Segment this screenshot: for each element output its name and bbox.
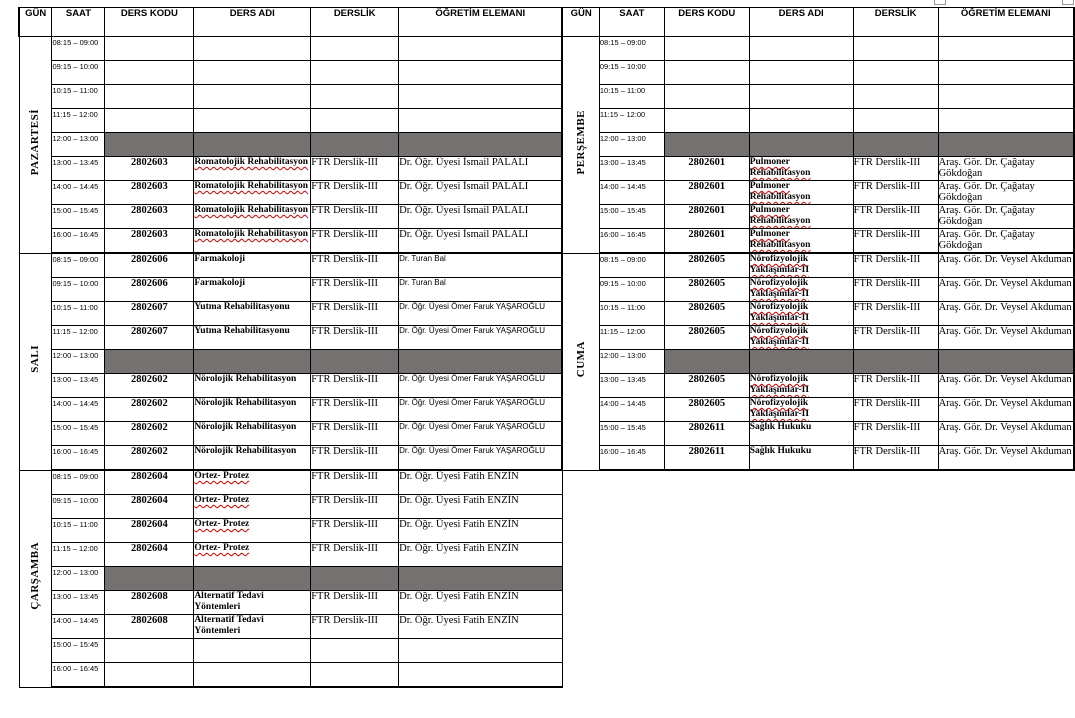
course-code <box>105 109 194 133</box>
schedule-row <box>19 61 1074 85</box>
day-name: CUMA <box>575 340 588 378</box>
schedule-row <box>19 109 1074 133</box>
course-code <box>664 85 749 109</box>
lunch-break-cell <box>105 567 194 591</box>
time-slot: 16:00 – 16:45 <box>52 229 105 254</box>
course-code <box>105 85 194 109</box>
time-slot: 14:00 – 14:45 <box>52 398 105 422</box>
day-name: PERŞEMBE <box>575 109 588 175</box>
course-name: Nörolojik Rehabilitasyon <box>194 446 311 471</box>
instructor: Dr. Öğr. Üyesi Fatih ENZİN <box>399 591 563 615</box>
classroom: FTR Derslik-III <box>853 205 938 229</box>
course-code: 2802601 <box>664 205 749 229</box>
course-code: 2802611 <box>664 446 749 471</box>
schedule-row <box>19 37 1074 61</box>
header-time: SAAT <box>599 8 664 37</box>
instructor: Dr. Turan Bal <box>399 253 563 278</box>
time-slot: 09:15 – 10:00 <box>52 61 105 85</box>
time-slot: 08:15 – 09:00 <box>52 37 105 61</box>
classroom: FTR Derslik-III <box>311 229 399 254</box>
course-name: Nörofizyolojik Yaklaşımlar-II <box>749 302 853 326</box>
course-name: Pulmoner Rehabilitasyon <box>749 229 853 254</box>
classroom <box>853 85 938 109</box>
instructor: Dr. Öğr. Üyesi İsmail PALALI <box>399 229 563 254</box>
classroom: FTR Derslik-III <box>311 253 399 278</box>
course-name: Pulmoner Rehabilitasyon <box>749 157 853 181</box>
schedule-row <box>19 278 1074 302</box>
header-course: DERS ADI <box>194 8 311 37</box>
lunch-break-cell <box>664 133 749 157</box>
instructor: Dr. Öğr. Üyesi Fatih ENZİN <box>399 519 563 543</box>
classroom: FTR Derslik-III <box>311 157 399 181</box>
page-corner-mark <box>1062 0 1074 5</box>
classroom: FTR Derslik-III <box>311 205 399 229</box>
header-time: SAAT <box>52 8 105 37</box>
course-code: 2802603 <box>105 205 194 229</box>
instructor <box>938 61 1074 85</box>
lunch-break-cell <box>105 350 194 374</box>
time-slot: 11:15 – 12:00 <box>599 109 664 133</box>
instructor <box>399 37 563 61</box>
classroom <box>853 109 938 133</box>
course-code: 2802604 <box>105 470 194 495</box>
course-name: Farmakoloji <box>194 278 311 302</box>
instructor: Araş. Gör. Dr. Veysel Akduman <box>938 326 1074 350</box>
time-slot: 16:00 – 16:45 <box>599 446 664 471</box>
header-room: DERSLİK <box>311 8 399 37</box>
course-code: 2802607 <box>105 302 194 326</box>
instructor: Dr. Öğr. Üyesi Ömer Faruk YAŞAROĞLU <box>399 302 563 326</box>
classroom: FTR Derslik-III <box>311 181 399 205</box>
classroom: FTR Derslik-III <box>853 398 938 422</box>
course-name: Nörofizyolojik Yaklaşımlar-II <box>749 326 853 350</box>
instructor: Araş. Gör. Dr. Çağatay Gökdoğan <box>938 205 1074 229</box>
schedule-row <box>19 326 1074 350</box>
time-slot: 14:00 – 14:45 <box>52 615 105 639</box>
instructor: Dr. Öğr. Üyesi Fatih ENZİN <box>399 615 563 639</box>
instructor: Araş. Gör. Dr. Çağatay Gökdoğan <box>938 229 1074 254</box>
day-label-cell <box>562 253 599 470</box>
classroom: FTR Derslik-III <box>311 495 399 519</box>
course-code: 2802604 <box>105 543 194 567</box>
schedule-row <box>19 205 1074 229</box>
course-name: Pulmoner Rehabilitasyon <box>749 181 853 205</box>
schedule-row <box>19 398 1074 422</box>
day-label-cell <box>19 470 52 687</box>
course-name: Alternatif Tedavi Yöntemleri <box>194 615 311 639</box>
weekly-schedule-table <box>18 7 1075 688</box>
classroom: FTR Derslik-III <box>311 422 399 446</box>
course-code: 2802602 <box>105 374 194 398</box>
schedule-row <box>19 302 1074 326</box>
course-name <box>749 109 853 133</box>
instructor <box>399 663 563 688</box>
course-name <box>194 37 311 61</box>
instructor <box>399 639 563 663</box>
course-name: Nörolojik Rehabilitasyon <box>194 422 311 446</box>
classroom: FTR Derslik-III <box>853 229 938 254</box>
instructor: Araş. Gör. Dr. Veysel Akduman <box>938 422 1074 446</box>
schedule-row <box>19 253 1074 278</box>
header-course: DERS ADI <box>749 8 853 37</box>
time-slot: 11:15 – 12:00 <box>52 326 105 350</box>
course-name: Nörofizyolojik Yaklaşımlar-II <box>749 253 853 278</box>
course-name: Yutma Rehabilitasyonu <box>194 302 311 326</box>
classroom: FTR Derslik-III <box>311 326 399 350</box>
time-slot: 15:00 – 15:45 <box>52 639 105 663</box>
time-slot: 11:15 – 12:00 <box>599 326 664 350</box>
time-slot: 15:00 – 15:45 <box>52 422 105 446</box>
time-slot: 08:15 – 09:00 <box>52 253 105 278</box>
course-code: 2802604 <box>105 519 194 543</box>
classroom <box>311 85 399 109</box>
classroom <box>311 639 399 663</box>
classroom: FTR Derslik-III <box>311 519 399 543</box>
schedule-row <box>19 157 1074 181</box>
instructor: Araş. Gör. Dr. Veysel Akduman <box>938 278 1074 302</box>
classroom <box>311 37 399 61</box>
lunch-break-cell <box>853 350 938 374</box>
course-code: 2802603 <box>105 181 194 205</box>
instructor: Dr. Öğr. Üyesi Ömer Faruk YAŞAROĞLU <box>399 446 563 471</box>
course-code <box>105 37 194 61</box>
header-day: GÜN <box>562 8 599 37</box>
schedule-row <box>19 181 1074 205</box>
course-code: 2802602 <box>105 398 194 422</box>
course-code: 2802605 <box>664 253 749 278</box>
time-slot: 12:00 – 13:00 <box>599 133 664 157</box>
course-code: 2802602 <box>105 422 194 446</box>
course-code: 2802611 <box>664 422 749 446</box>
time-slot: 13:00 – 13:45 <box>599 374 664 398</box>
time-slot: 16:00 – 16:45 <box>52 663 105 688</box>
course-name: Pulmoner Rehabilitasyon <box>749 205 853 229</box>
course-name: Romatolojik Rehabilitasyon <box>194 181 311 205</box>
lunch-break-cell <box>399 133 563 157</box>
day-label-cell <box>19 37 52 254</box>
course-code: 2802608 <box>105 591 194 615</box>
classroom: FTR Derslik-III <box>311 398 399 422</box>
classroom: FTR Derslik-III <box>311 446 399 471</box>
time-slot: 12:00 – 13:00 <box>52 350 105 374</box>
instructor: Dr. Öğr. Üyesi Fatih ENZİN <box>399 470 563 495</box>
instructor: Dr. Öğr. Üyesi İsmail PALALI <box>399 205 563 229</box>
course-name: Ortez- Protez <box>194 470 311 495</box>
classroom: FTR Derslik-III <box>853 181 938 205</box>
course-code: 2802605 <box>664 326 749 350</box>
time-slot: 12:00 – 13:00 <box>599 350 664 374</box>
course-name <box>194 85 311 109</box>
instructor: Dr. Öğr. Üyesi Fatih ENZİN <box>399 495 563 519</box>
instructor: Araş. Gör. Dr. Çağatay Gökdoğan <box>938 157 1074 181</box>
course-code: 2802604 <box>105 495 194 519</box>
course-code: 2802603 <box>105 157 194 181</box>
time-slot: 13:00 – 13:45 <box>52 591 105 615</box>
lunch-break-cell <box>938 133 1074 157</box>
time-slot: 08:15 – 09:00 <box>599 253 664 278</box>
instructor: Araş. Gör. Dr. Veysel Akduman <box>938 253 1074 278</box>
instructor <box>399 109 563 133</box>
course-name <box>749 37 853 61</box>
classroom: FTR Derslik-III <box>853 253 938 278</box>
lunch-break-cell <box>749 133 853 157</box>
instructor: Dr. Öğr. Üyesi İsmail PALALI <box>399 181 563 205</box>
classroom: FTR Derslik-III <box>311 543 399 567</box>
header-row <box>19 8 1074 37</box>
classroom: FTR Derslik-III <box>853 326 938 350</box>
instructor: Araş. Gör. Dr. Veysel Akduman <box>938 398 1074 422</box>
schedule-row <box>19 446 1074 471</box>
course-code: 2802601 <box>664 181 749 205</box>
schedule-wrapper <box>18 7 1075 688</box>
course-code: 2802603 <box>105 229 194 254</box>
course-code: 2802605 <box>664 302 749 326</box>
schedule-row <box>19 422 1074 446</box>
course-code <box>105 639 194 663</box>
time-slot: 15:00 – 15:45 <box>599 205 664 229</box>
classroom: FTR Derslik-III <box>853 302 938 326</box>
time-slot: 15:00 – 15:45 <box>599 422 664 446</box>
classroom <box>853 61 938 85</box>
course-name <box>194 109 311 133</box>
lunch-break-cell <box>194 133 311 157</box>
course-code: 2802605 <box>664 374 749 398</box>
course-name: Sağlık Hukuku <box>749 446 853 471</box>
lunch-break-cell <box>664 350 749 374</box>
schedule-row <box>19 350 1074 374</box>
time-slot: 13:00 – 13:45 <box>599 157 664 181</box>
page-corner-mark <box>934 0 946 5</box>
classroom: FTR Derslik-III <box>853 446 938 471</box>
day-label-cell <box>562 37 599 254</box>
classroom: FTR Derslik-III <box>311 374 399 398</box>
day-name: ÇARŞAMBA <box>29 542 42 610</box>
time-slot: 10:15 – 11:00 <box>599 302 664 326</box>
schedule-row <box>19 470 1074 495</box>
lunch-break-cell <box>311 133 399 157</box>
time-slot: 14:00 – 14:45 <box>52 181 105 205</box>
classroom <box>853 37 938 61</box>
time-slot: 14:00 – 14:45 <box>599 181 664 205</box>
course-code: 2802602 <box>105 446 194 471</box>
time-slot: 13:00 – 13:45 <box>52 157 105 181</box>
time-slot: 08:15 – 09:00 <box>599 37 664 61</box>
course-name: Nörolojik Rehabilitasyon <box>194 398 311 422</box>
classroom: FTR Derslik-III <box>311 591 399 615</box>
time-slot: 09:15 – 10:00 <box>52 495 105 519</box>
course-name <box>194 61 311 85</box>
classroom <box>311 663 399 688</box>
instructor: Dr. Öğr. Üyesi Ömer Faruk YAŞAROĞLU <box>399 374 563 398</box>
classroom: FTR Derslik-III <box>853 278 938 302</box>
time-slot: 10:15 – 11:00 <box>52 85 105 109</box>
course-code: 2802606 <box>105 278 194 302</box>
lunch-break-cell <box>311 350 399 374</box>
course-code: 2802607 <box>105 326 194 350</box>
course-name <box>749 61 853 85</box>
classroom <box>311 61 399 85</box>
instructor: Araş. Gör. Dr. Veysel Akduman <box>938 446 1074 471</box>
course-name <box>194 663 311 688</box>
course-name: Sağlık Hukuku <box>749 422 853 446</box>
instructor: Araş. Gör. Dr. Çağatay Gökdoğan <box>938 181 1074 205</box>
course-name: Nörofizyolojik Yaklaşımlar-II <box>749 398 853 422</box>
classroom: FTR Derslik-III <box>853 422 938 446</box>
course-name: Ortez- Protez <box>194 495 311 519</box>
time-slot: 10:15 – 11:00 <box>599 85 664 109</box>
header-instructor: ÖĞRETİM ELEMANI <box>399 8 563 37</box>
course-code <box>105 663 194 688</box>
time-slot: 16:00 – 16:45 <box>52 446 105 471</box>
schedule-row <box>19 85 1074 109</box>
day-label-cell <box>19 253 52 470</box>
course-name <box>194 639 311 663</box>
time-slot: 10:15 – 11:00 <box>52 519 105 543</box>
lunch-break-cell <box>311 567 399 591</box>
course-name: Nörolojik Rehabilitasyon <box>194 374 311 398</box>
course-code: 2802601 <box>664 157 749 181</box>
lunch-break-cell <box>194 350 311 374</box>
schedule-row <box>19 229 1074 254</box>
classroom: FTR Derslik-III <box>311 615 399 639</box>
classroom <box>311 109 399 133</box>
time-slot: 13:00 – 13:45 <box>52 374 105 398</box>
time-slot: 10:15 – 11:00 <box>52 302 105 326</box>
lunch-break-cell <box>105 133 194 157</box>
instructor: Dr. Öğr. Üyesi Ömer Faruk YAŞAROĞLU <box>399 398 563 422</box>
time-slot: 12:00 – 13:00 <box>52 133 105 157</box>
instructor: Dr. Öğr. Üyesi İsmail PALALI <box>399 157 563 181</box>
instructor: Araş. Gör. Dr. Veysel Akduman <box>938 302 1074 326</box>
course-name: Romatolojik Rehabilitasyon <box>194 229 311 254</box>
time-slot: 11:15 – 12:00 <box>52 543 105 567</box>
instructor: Dr. Öğr. Üyesi Ömer Faruk YAŞAROĞLU <box>399 422 563 446</box>
course-name: Nörofizyolojik Yaklaşımlar-II <box>749 278 853 302</box>
instructor: Araş. Gör. Dr. Veysel Akduman <box>938 374 1074 398</box>
course-code: 2802608 <box>105 615 194 639</box>
header-code: DERS KODU <box>664 8 749 37</box>
course-code <box>664 61 749 85</box>
classroom: FTR Derslik-III <box>311 278 399 302</box>
course-code <box>664 109 749 133</box>
course-code <box>105 61 194 85</box>
course-code: 2802605 <box>664 278 749 302</box>
instructor: Dr. Öğr. Üyesi Ömer Faruk YAŞAROĞLU <box>399 326 563 350</box>
day-name: SALI <box>29 345 42 373</box>
course-name <box>749 85 853 109</box>
course-code: 2802606 <box>105 253 194 278</box>
time-slot: 09:15 – 10:00 <box>599 278 664 302</box>
course-name: Romatolojik Rehabilitasyon <box>194 157 311 181</box>
classroom: FTR Derslik-III <box>311 302 399 326</box>
lunch-break-cell <box>853 133 938 157</box>
day-name: PAZARTESİ <box>29 109 42 176</box>
course-name: Ortez- Protez <box>194 519 311 543</box>
header-day: GÜN <box>19 8 52 37</box>
time-slot: 12:00 – 13:00 <box>52 567 105 591</box>
course-name: Nörofizyolojik Yaklaşımlar-II <box>749 374 853 398</box>
lunch-break-cell <box>399 350 563 374</box>
time-slot: 08:15 – 09:00 <box>52 470 105 495</box>
instructor <box>938 85 1074 109</box>
course-name: Alternatif Tedavi Yöntemleri <box>194 591 311 615</box>
instructor <box>399 85 563 109</box>
lunch-break-cell <box>194 567 311 591</box>
instructor <box>938 37 1074 61</box>
schedule-row <box>19 374 1074 398</box>
classroom: FTR Derslik-III <box>853 374 938 398</box>
time-slot: 14:00 – 14:45 <box>599 398 664 422</box>
header-instructor: ÖĞRETİM ELEMANI <box>938 8 1074 37</box>
course-name: Farmakoloji <box>194 253 311 278</box>
time-slot: 09:15 – 10:00 <box>599 61 664 85</box>
empty-area <box>562 470 1074 687</box>
lunch-break-cell <box>749 350 853 374</box>
classroom: FTR Derslik-III <box>311 470 399 495</box>
header-room: DERSLİK <box>853 8 938 37</box>
course-name: Romatolojik Rehabilitasyon <box>194 205 311 229</box>
course-code <box>664 37 749 61</box>
instructor <box>938 109 1074 133</box>
lunch-break-cell <box>938 350 1074 374</box>
classroom: FTR Derslik-III <box>853 157 938 181</box>
time-slot: 15:00 – 15:45 <box>52 205 105 229</box>
time-slot: 16:00 – 16:45 <box>599 229 664 254</box>
course-name: Yutma Rehabilitasyonu <box>194 326 311 350</box>
instructor <box>399 61 563 85</box>
header-code: DERS KODU <box>105 8 194 37</box>
course-code: 2802605 <box>664 398 749 422</box>
lunch-break-cell <box>399 567 563 591</box>
time-slot: 09:15 – 10:00 <box>52 278 105 302</box>
time-slot: 11:15 – 12:00 <box>52 109 105 133</box>
instructor: Dr. Öğr. Üyesi Fatih ENZİN <box>399 543 563 567</box>
course-code: 2802601 <box>664 229 749 254</box>
schedule-row <box>19 133 1074 157</box>
instructor: Dr. Turan Bal <box>399 278 563 302</box>
course-name: Ortez- Protez <box>194 543 311 567</box>
